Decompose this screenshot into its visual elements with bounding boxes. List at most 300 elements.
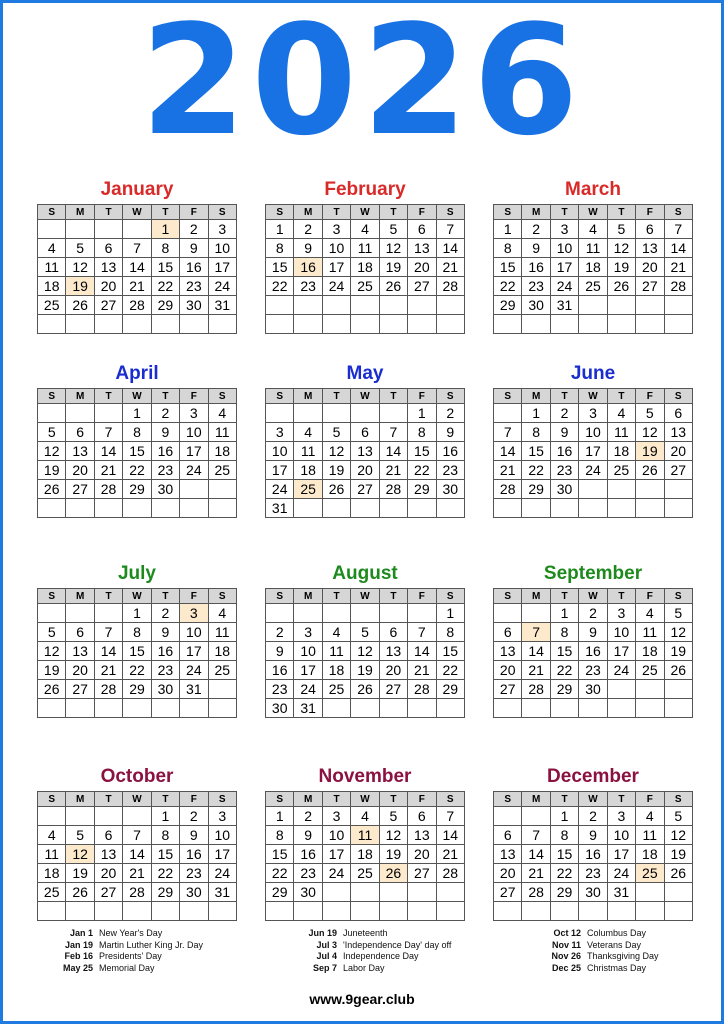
day-cell: 23 — [180, 277, 208, 296]
holiday-date: Nov 11 — [551, 939, 581, 950]
day-cell: 14 — [123, 845, 151, 864]
day-cell: 17 — [180, 642, 208, 661]
weekday-header: W — [579, 205, 607, 220]
day-cell: 7 — [123, 239, 151, 258]
day-cell: 13 — [66, 642, 94, 661]
week-row — [266, 461, 465, 480]
day-cell: 2 — [180, 220, 208, 239]
empty-day-cell — [522, 604, 550, 623]
day-cell: 9 — [180, 826, 208, 845]
day-cell: 22 — [494, 277, 522, 296]
day-cell: 31 — [266, 499, 294, 518]
holiday-column — [57, 928, 203, 974]
weekday-header: T — [151, 792, 179, 807]
month-calendar-table — [493, 791, 693, 921]
day-cell: 30 — [180, 296, 208, 315]
day-cell: 27 — [351, 480, 379, 499]
weekday-header: W — [579, 589, 607, 604]
day-cell: 12 — [66, 258, 94, 277]
weekday-header: S — [664, 792, 692, 807]
day-cell: 6 — [636, 220, 664, 239]
day-cell: 3 — [607, 807, 635, 826]
day-cell: 20 — [408, 258, 436, 277]
weekday-header: W — [123, 389, 151, 404]
day-cell: 10 — [266, 442, 294, 461]
day-cell: 9 — [151, 623, 179, 642]
empty-day-cell — [351, 902, 379, 921]
weekday-header: T — [607, 389, 635, 404]
day-cell: 23 — [579, 864, 607, 883]
empty-day-cell — [94, 315, 122, 334]
day-cell: 25 — [579, 277, 607, 296]
day-cell: 20 — [494, 661, 522, 680]
day-cell: 30 — [151, 680, 179, 699]
empty-day-cell — [294, 902, 322, 921]
weekday-header: T — [94, 205, 122, 220]
day-cell: 13 — [408, 826, 436, 845]
weekday-header: M — [522, 389, 550, 404]
empty-day-cell — [123, 807, 151, 826]
day-cell: 27 — [66, 480, 94, 499]
day-cell: 14 — [94, 442, 122, 461]
day-cell: 19 — [322, 461, 350, 480]
weekday-header: F — [408, 389, 436, 404]
empty-day-cell — [664, 480, 692, 499]
weekday-header: S — [266, 389, 294, 404]
day-cell: 9 — [151, 423, 179, 442]
week-row — [494, 642, 693, 661]
day-cell: 28 — [664, 277, 692, 296]
empty-day-cell — [408, 315, 436, 334]
empty-day-cell — [636, 296, 664, 315]
empty-day-cell — [494, 807, 522, 826]
week-row — [266, 220, 465, 239]
day-cell: 9 — [294, 826, 322, 845]
day-cell: 22 — [266, 864, 294, 883]
day-cell: 7 — [494, 423, 522, 442]
day-cell: 5 — [664, 807, 692, 826]
day-cell: 29 — [151, 296, 179, 315]
day-cell: 3 — [550, 220, 578, 239]
weekday-header: M — [66, 205, 94, 220]
day-cell: 1 — [522, 404, 550, 423]
empty-day-cell — [38, 807, 66, 826]
day-cell: 19 — [664, 642, 692, 661]
day-cell: 5 — [636, 404, 664, 423]
day-cell: 3 — [579, 404, 607, 423]
month-january — [37, 179, 237, 334]
day-cell: 25 — [38, 883, 66, 902]
day-cell: 25 — [208, 661, 236, 680]
day-cell: 17 — [180, 442, 208, 461]
day-cell: 22 — [123, 461, 151, 480]
week-row — [494, 296, 693, 315]
empty-day-cell — [180, 902, 208, 921]
holiday-name: Presidents' Day — [99, 951, 162, 961]
day-cell: 21 — [494, 461, 522, 480]
empty-day-cell — [94, 902, 122, 921]
empty-day-cell — [322, 499, 350, 518]
day-cell: 9 — [579, 623, 607, 642]
holiday-entry — [543, 951, 659, 963]
empty-day-cell — [180, 499, 208, 518]
week-row — [494, 680, 693, 699]
empty-day-cell — [351, 315, 379, 334]
day-cell: 15 — [123, 442, 151, 461]
day-cell: 2 — [550, 404, 578, 423]
day-cell: 19 — [379, 258, 407, 277]
empty-day-cell — [636, 315, 664, 334]
day-cell: 7 — [664, 220, 692, 239]
weekday-header: T — [322, 589, 350, 604]
day-cell: 2 — [436, 404, 464, 423]
day-cell: 12 — [636, 423, 664, 442]
week-row — [38, 902, 237, 921]
empty-day-cell — [436, 499, 464, 518]
weekday-header: T — [550, 389, 578, 404]
weekday-header: S — [494, 389, 522, 404]
empty-day-cell — [408, 883, 436, 902]
weekday-header: M — [294, 589, 322, 604]
empty-day-cell — [322, 296, 350, 315]
day-cell: 5 — [664, 604, 692, 623]
empty-day-cell — [351, 404, 379, 423]
empty-day-cell — [550, 315, 578, 334]
day-cell: 14 — [436, 239, 464, 258]
day-cell: 4 — [208, 604, 236, 623]
empty-day-cell — [607, 699, 635, 718]
month-calendar-table — [37, 791, 237, 921]
day-cell: 15 — [550, 642, 578, 661]
empty-day-cell — [94, 699, 122, 718]
day-cell: 24 — [294, 680, 322, 699]
day-cell: 14 — [522, 845, 550, 864]
month-calendar-table — [37, 388, 237, 518]
empty-day-cell — [579, 315, 607, 334]
holiday-date: Jan 1 — [69, 928, 93, 938]
empty-day-cell — [636, 883, 664, 902]
holiday-name: Juneteenth — [343, 928, 388, 938]
holiday-name: Christmas Day — [587, 962, 647, 973]
day-cell: 21 — [408, 661, 436, 680]
day-cell: 10 — [208, 239, 236, 258]
day-cell: 23 — [151, 661, 179, 680]
day-cell: 22 — [522, 461, 550, 480]
weekday-header: M — [522, 589, 550, 604]
weekday-header: S — [664, 389, 692, 404]
month-october — [37, 766, 237, 921]
week-row — [266, 239, 465, 258]
empty-day-cell — [151, 499, 179, 518]
day-cell: 18 — [636, 845, 664, 864]
holiday-entry — [543, 940, 659, 952]
weekday-header: T — [151, 589, 179, 604]
day-cell: 19 — [664, 845, 692, 864]
day-cell: 23 — [550, 461, 578, 480]
weekday-header: S — [664, 205, 692, 220]
holiday-entry — [543, 928, 659, 940]
empty-day-cell — [494, 902, 522, 921]
empty-day-cell — [579, 296, 607, 315]
day-cell: 4 — [294, 423, 322, 442]
day-cell: 21 — [436, 845, 464, 864]
day-cell: 6 — [66, 423, 94, 442]
weekday-header: T — [322, 205, 350, 220]
empty-day-cell — [550, 902, 578, 921]
empty-day-cell — [208, 315, 236, 334]
week-row — [38, 277, 237, 296]
empty-day-cell — [351, 883, 379, 902]
day-cell: 6 — [494, 826, 522, 845]
day-cell: 8 — [550, 826, 578, 845]
week-row — [38, 883, 237, 902]
holiday-day-cell: 26 — [379, 864, 407, 883]
week-row — [494, 442, 693, 461]
empty-day-cell — [436, 296, 464, 315]
day-cell: 4 — [351, 807, 379, 826]
weekday-header: S — [208, 389, 236, 404]
empty-day-cell — [94, 220, 122, 239]
empty-day-cell — [266, 604, 294, 623]
day-cell: 7 — [94, 623, 122, 642]
empty-day-cell — [151, 315, 179, 334]
day-cell: 22 — [550, 864, 578, 883]
holiday-date: May 25 — [62, 962, 93, 973]
month-june — [493, 363, 693, 518]
empty-day-cell — [494, 499, 522, 518]
day-cell: 28 — [522, 883, 550, 902]
week-row — [38, 461, 237, 480]
empty-day-cell — [664, 315, 692, 334]
week-row — [38, 499, 237, 518]
month-title: March — [565, 179, 621, 200]
day-cell: 5 — [351, 623, 379, 642]
holiday-entry — [299, 940, 451, 952]
day-cell: 29 — [550, 680, 578, 699]
week-row — [38, 604, 237, 623]
day-cell: 30 — [266, 699, 294, 718]
day-cell: 24 — [208, 277, 236, 296]
day-cell: 5 — [322, 423, 350, 442]
empty-day-cell — [664, 883, 692, 902]
empty-day-cell — [94, 404, 122, 423]
day-cell: 12 — [664, 623, 692, 642]
empty-day-cell — [607, 499, 635, 518]
day-cell: 30 — [550, 480, 578, 499]
day-cell: 8 — [151, 826, 179, 845]
holiday-day-cell: 25 — [294, 480, 322, 499]
empty-day-cell — [436, 902, 464, 921]
weekday-header: F — [180, 389, 208, 404]
holiday-name: Labor Day — [343, 962, 385, 973]
empty-day-cell — [379, 296, 407, 315]
weekday-header: W — [351, 792, 379, 807]
day-cell: 30 — [522, 296, 550, 315]
day-cell: 20 — [66, 661, 94, 680]
empty-day-cell — [66, 220, 94, 239]
empty-day-cell — [208, 480, 236, 499]
week-row — [494, 461, 693, 480]
empty-day-cell — [379, 499, 407, 518]
week-row — [38, 807, 237, 826]
day-cell: 26 — [379, 277, 407, 296]
week-row — [38, 480, 237, 499]
empty-day-cell — [351, 604, 379, 623]
day-cell: 20 — [636, 258, 664, 277]
day-cell: 15 — [522, 442, 550, 461]
empty-day-cell — [38, 315, 66, 334]
week-row — [494, 807, 693, 826]
day-cell: 29 — [408, 480, 436, 499]
day-cell: 7 — [408, 623, 436, 642]
month-title: April — [115, 363, 159, 384]
holiday-date: Jul 3 — [316, 939, 337, 950]
weekday-header: W — [579, 792, 607, 807]
week-row — [38, 864, 237, 883]
weekday-header: S — [208, 792, 236, 807]
day-cell: 18 — [636, 642, 664, 661]
empty-day-cell — [522, 807, 550, 826]
day-cell: 30 — [579, 680, 607, 699]
day-cell: 25 — [607, 461, 635, 480]
day-cell: 23 — [180, 864, 208, 883]
week-row — [494, 239, 693, 258]
day-cell: 13 — [408, 239, 436, 258]
month-calendar-table — [493, 204, 693, 334]
week-row — [494, 604, 693, 623]
day-cell: 4 — [636, 604, 664, 623]
week-row — [266, 680, 465, 699]
week-row — [266, 902, 465, 921]
day-cell: 5 — [379, 220, 407, 239]
day-cell: 7 — [379, 423, 407, 442]
month-calendar-table — [37, 588, 237, 718]
day-cell: 1 — [494, 220, 522, 239]
day-cell: 12 — [379, 826, 407, 845]
empty-day-cell — [636, 499, 664, 518]
day-cell: 29 — [266, 883, 294, 902]
day-cell: 24 — [208, 864, 236, 883]
empty-day-cell — [294, 499, 322, 518]
weekday-header: S — [208, 589, 236, 604]
holiday-name: Independence Day — [343, 951, 419, 961]
day-cell: 6 — [664, 404, 692, 423]
day-cell: 4 — [607, 404, 635, 423]
day-cell: 10 — [579, 423, 607, 442]
week-row — [494, 661, 693, 680]
week-row — [38, 826, 237, 845]
day-cell: 16 — [151, 442, 179, 461]
day-cell: 17 — [266, 461, 294, 480]
month-calendar-table — [265, 388, 465, 518]
empty-day-cell — [266, 296, 294, 315]
day-cell: 19 — [38, 661, 66, 680]
day-cell: 8 — [266, 826, 294, 845]
month-calendar-table — [493, 588, 693, 718]
empty-day-cell — [494, 699, 522, 718]
week-row — [38, 423, 237, 442]
day-cell: 1 — [123, 604, 151, 623]
empty-day-cell — [322, 404, 350, 423]
day-cell: 8 — [522, 423, 550, 442]
day-cell: 15 — [151, 845, 179, 864]
day-cell: 16 — [180, 258, 208, 277]
day-cell: 5 — [66, 826, 94, 845]
day-cell: 10 — [550, 239, 578, 258]
holiday-day-cell: 3 — [180, 604, 208, 623]
week-row — [38, 442, 237, 461]
week-row — [494, 864, 693, 883]
day-cell: 3 — [266, 423, 294, 442]
day-cell: 13 — [351, 442, 379, 461]
week-row — [38, 315, 237, 334]
day-cell: 3 — [294, 623, 322, 642]
day-cell: 28 — [408, 680, 436, 699]
day-cell: 7 — [436, 220, 464, 239]
day-cell: 8 — [266, 239, 294, 258]
week-row — [266, 604, 465, 623]
day-cell: 22 — [408, 461, 436, 480]
weekday-header: T — [322, 792, 350, 807]
weekday-header: T — [379, 589, 407, 604]
day-cell: 1 — [151, 807, 179, 826]
day-cell: 3 — [607, 604, 635, 623]
day-cell: 23 — [151, 461, 179, 480]
day-cell: 28 — [494, 480, 522, 499]
day-cell: 17 — [579, 442, 607, 461]
weekday-header: S — [38, 205, 66, 220]
empty-day-cell — [38, 699, 66, 718]
day-cell: 7 — [436, 807, 464, 826]
empty-day-cell — [607, 680, 635, 699]
empty-day-cell — [636, 680, 664, 699]
day-cell: 2 — [579, 807, 607, 826]
day-cell: 7 — [123, 826, 151, 845]
weekday-header: T — [379, 792, 407, 807]
day-cell: 21 — [379, 461, 407, 480]
day-cell: 9 — [522, 239, 550, 258]
month-title: July — [117, 563, 157, 584]
day-cell: 6 — [408, 220, 436, 239]
week-row — [494, 277, 693, 296]
weekday-header: S — [494, 589, 522, 604]
day-cell: 11 — [636, 623, 664, 642]
empty-day-cell — [436, 883, 464, 902]
day-cell: 23 — [436, 461, 464, 480]
empty-day-cell — [636, 902, 664, 921]
day-cell: 1 — [266, 220, 294, 239]
weekday-header: T — [550, 589, 578, 604]
weekday-header: W — [351, 589, 379, 604]
day-cell: 25 — [351, 277, 379, 296]
day-cell: 8 — [123, 623, 151, 642]
day-cell: 13 — [664, 423, 692, 442]
day-cell: 4 — [351, 220, 379, 239]
weekday-header: F — [408, 589, 436, 604]
week-row — [38, 680, 237, 699]
day-cell: 15 — [123, 642, 151, 661]
day-cell: 9 — [266, 642, 294, 661]
weekday-header: S — [664, 589, 692, 604]
empty-day-cell — [38, 902, 66, 921]
day-cell: 28 — [522, 680, 550, 699]
week-row — [494, 423, 693, 442]
day-cell: 17 — [607, 845, 635, 864]
day-cell: 31 — [550, 296, 578, 315]
empty-day-cell — [66, 404, 94, 423]
day-cell: 22 — [266, 277, 294, 296]
day-cell: 12 — [322, 442, 350, 461]
